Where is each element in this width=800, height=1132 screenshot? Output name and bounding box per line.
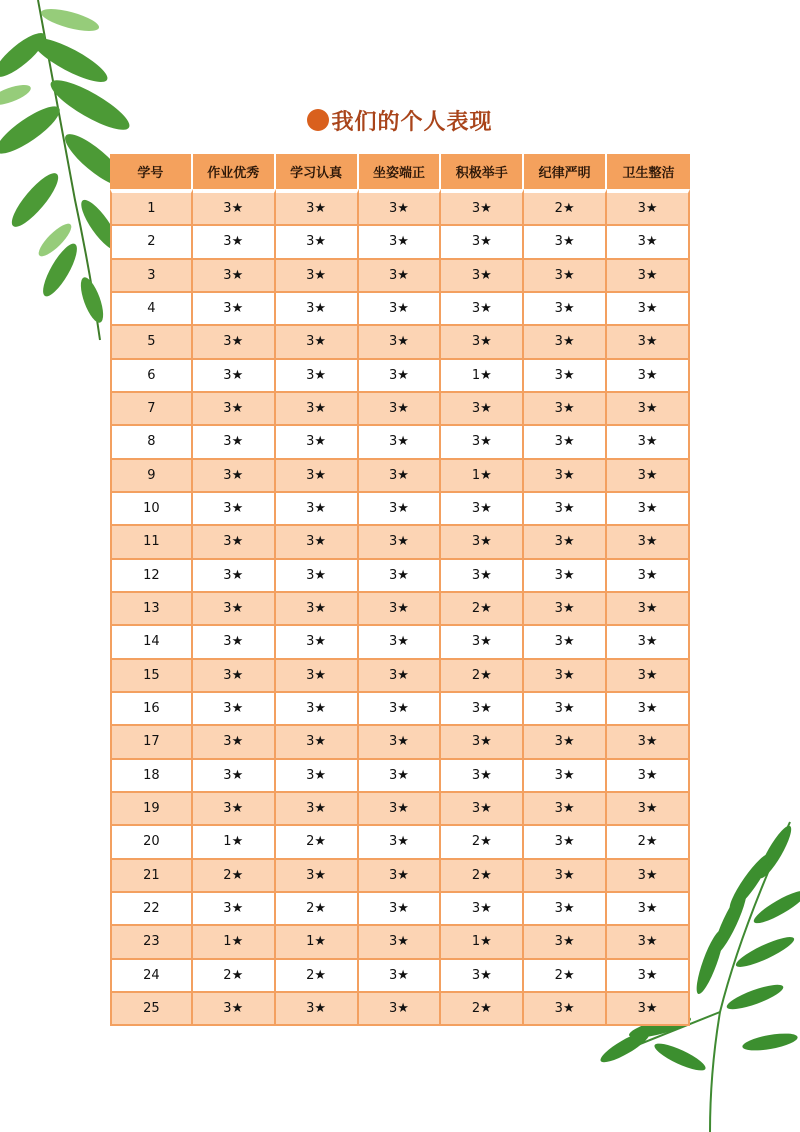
score-cell: 3★ — [607, 626, 690, 659]
student-number-cell: 11 — [110, 526, 193, 559]
score-cell: 3★ — [193, 460, 276, 493]
score-cell: 3★ — [524, 560, 607, 593]
score-cell: 3★ — [276, 493, 359, 526]
score-cell: 3★ — [359, 993, 442, 1026]
score-cell: 3★ — [524, 460, 607, 493]
column-header: 学习认真 — [276, 154, 359, 189]
score-cell: 3★ — [607, 693, 690, 726]
table-row — [110, 493, 690, 526]
score-cell: 3★ — [607, 760, 690, 793]
student-number-cell: 20 — [110, 826, 193, 859]
score-cell: 3★ — [359, 760, 442, 793]
score-cell: 3★ — [441, 293, 524, 326]
student-number-cell: 10 — [110, 493, 193, 526]
score-table — [110, 154, 690, 1026]
score-cell: 3★ — [193, 393, 276, 426]
table-row — [110, 393, 690, 426]
student-number-cell: 9 — [110, 460, 193, 493]
table-row — [110, 360, 690, 393]
score-cell: 3★ — [276, 660, 359, 693]
score-cell: 3★ — [607, 293, 690, 326]
score-cell: 3★ — [276, 626, 359, 659]
score-cell: 3★ — [193, 560, 276, 593]
table-row — [110, 189, 690, 226]
score-cell: 3★ — [607, 960, 690, 993]
score-cell: 3★ — [441, 393, 524, 426]
column-header: 纪律严明 — [524, 154, 607, 189]
score-cell: 3★ — [193, 660, 276, 693]
score-cell: 2★ — [441, 660, 524, 693]
score-cell: 3★ — [607, 726, 690, 759]
score-cell: 3★ — [193, 993, 276, 1026]
score-cell: 2★ — [607, 826, 690, 859]
score-cell: 3★ — [359, 693, 442, 726]
student-number-cell: 25 — [110, 993, 193, 1026]
score-cell: 3★ — [524, 860, 607, 893]
score-cell: 3★ — [524, 293, 607, 326]
score-cell: 3★ — [193, 426, 276, 459]
column-header: 卫生整洁 — [607, 154, 690, 189]
student-number-cell: 5 — [110, 326, 193, 359]
score-cell: 3★ — [359, 560, 442, 593]
score-cell: 3★ — [193, 326, 276, 359]
score-cell: 3★ — [276, 260, 359, 293]
score-cell: 3★ — [359, 826, 442, 859]
score-cell: 3★ — [607, 993, 690, 1026]
score-cell: 2★ — [276, 893, 359, 926]
table-row — [110, 626, 690, 659]
page-title — [0, 100, 800, 140]
student-number-cell: 3 — [110, 260, 193, 293]
score-cell: 2★ — [524, 960, 607, 993]
score-cell: 3★ — [193, 189, 276, 226]
score-cell: 3★ — [441, 960, 524, 993]
score-cell: 3★ — [359, 860, 442, 893]
table-row — [110, 293, 690, 326]
score-cell: 3★ — [524, 526, 607, 559]
score-cell: 3★ — [276, 560, 359, 593]
score-cell: 3★ — [524, 726, 607, 759]
score-cell: 3★ — [359, 593, 442, 626]
score-cell: 1★ — [193, 826, 276, 859]
table-row — [110, 960, 690, 993]
table-row — [110, 426, 690, 459]
score-cell: 3★ — [276, 993, 359, 1026]
table-row — [110, 893, 690, 926]
score-cell: 3★ — [441, 793, 524, 826]
score-cell: 3★ — [193, 260, 276, 293]
score-cell: 3★ — [359, 626, 442, 659]
score-cell: 2★ — [524, 189, 607, 226]
score-cell: 3★ — [607, 593, 690, 626]
score-cell: 3★ — [607, 893, 690, 926]
score-cell: 1★ — [276, 926, 359, 959]
student-number-cell: 1 — [110, 189, 193, 226]
score-cell: 3★ — [359, 460, 442, 493]
score-cell: 3★ — [607, 226, 690, 259]
score-cell: 1★ — [441, 360, 524, 393]
table-row — [110, 226, 690, 259]
table-row — [110, 793, 690, 826]
score-cell: 3★ — [524, 660, 607, 693]
score-cell: 3★ — [193, 793, 276, 826]
student-number-cell: 6 — [110, 360, 193, 393]
table-row — [110, 760, 690, 793]
score-cell: 3★ — [607, 860, 690, 893]
score-cell: 3★ — [276, 460, 359, 493]
score-cell: 3★ — [193, 760, 276, 793]
score-cell: 3★ — [524, 826, 607, 859]
score-cell: 3★ — [359, 189, 442, 226]
score-cell: 3★ — [441, 526, 524, 559]
score-cell: 3★ — [276, 793, 359, 826]
score-cell: 3★ — [524, 926, 607, 959]
page-title-text: 我们的个人表现 — [331, 108, 493, 135]
score-cell: 3★ — [524, 226, 607, 259]
score-cell: 3★ — [359, 393, 442, 426]
table-body — [110, 189, 690, 1026]
score-cell: 2★ — [276, 826, 359, 859]
score-cell: 3★ — [524, 493, 607, 526]
score-cell: 3★ — [607, 793, 690, 826]
score-cell: 3★ — [276, 393, 359, 426]
student-number-cell: 4 — [110, 293, 193, 326]
score-cell: 3★ — [607, 189, 690, 226]
score-cell: 3★ — [276, 226, 359, 259]
score-cell: 3★ — [441, 189, 524, 226]
score-cell: 3★ — [359, 526, 442, 559]
score-cell: 2★ — [276, 960, 359, 993]
score-cell: 3★ — [359, 893, 442, 926]
score-cell: 3★ — [524, 693, 607, 726]
score-cell: 3★ — [441, 326, 524, 359]
student-number-cell: 12 — [110, 560, 193, 593]
score-cell: 3★ — [359, 260, 442, 293]
table-row — [110, 993, 690, 1026]
score-cell: 3★ — [359, 226, 442, 259]
column-header: 积极举手 — [441, 154, 524, 189]
bullet-dot-icon — [307, 109, 329, 131]
score-cell: 3★ — [607, 526, 690, 559]
column-header: 作业优秀 — [193, 154, 276, 189]
score-cell: 3★ — [276, 360, 359, 393]
student-number-cell: 2 — [110, 226, 193, 259]
score-cell: 3★ — [524, 893, 607, 926]
score-cell: 3★ — [193, 893, 276, 926]
table-row — [110, 693, 690, 726]
score-cell: 3★ — [441, 260, 524, 293]
score-cell: 3★ — [607, 326, 690, 359]
table-row — [110, 260, 690, 293]
score-cell: 3★ — [359, 426, 442, 459]
score-cell: 3★ — [607, 426, 690, 459]
score-cell: 3★ — [441, 760, 524, 793]
score-cell: 3★ — [193, 226, 276, 259]
score-cell: 3★ — [359, 360, 442, 393]
score-cell: 3★ — [441, 626, 524, 659]
student-number-cell: 23 — [110, 926, 193, 959]
score-cell: 2★ — [441, 593, 524, 626]
score-cell: 1★ — [441, 460, 524, 493]
score-cell: 2★ — [441, 993, 524, 1026]
score-cell: 3★ — [441, 560, 524, 593]
score-cell: 3★ — [441, 426, 524, 459]
score-cell: 3★ — [441, 226, 524, 259]
score-cell: 3★ — [441, 693, 524, 726]
score-cell: 3★ — [607, 560, 690, 593]
student-number-cell: 14 — [110, 626, 193, 659]
score-cell: 3★ — [359, 726, 442, 759]
score-cell: 3★ — [524, 993, 607, 1026]
score-cell: 3★ — [193, 593, 276, 626]
student-number-cell: 18 — [110, 760, 193, 793]
student-number-cell: 13 — [110, 593, 193, 626]
student-number-cell: 17 — [110, 726, 193, 759]
score-cell: 1★ — [193, 926, 276, 959]
score-cell: 3★ — [193, 693, 276, 726]
score-cell: 3★ — [276, 593, 359, 626]
score-cell: 3★ — [524, 426, 607, 459]
student-number-cell: 21 — [110, 860, 193, 893]
table-row — [110, 526, 690, 559]
student-number-cell: 22 — [110, 893, 193, 926]
table-row — [110, 826, 690, 859]
table-row — [110, 460, 690, 493]
table-row — [110, 726, 690, 759]
score-cell: 3★ — [359, 326, 442, 359]
score-cell: 3★ — [359, 660, 442, 693]
score-cell: 3★ — [276, 326, 359, 359]
score-cell: 3★ — [441, 493, 524, 526]
score-cell: 3★ — [524, 393, 607, 426]
score-cell: 3★ — [607, 460, 690, 493]
score-cell: 3★ — [193, 360, 276, 393]
score-cell: 3★ — [524, 626, 607, 659]
table-row — [110, 860, 690, 893]
score-cell: 3★ — [276, 726, 359, 759]
score-cell: 1★ — [441, 926, 524, 959]
score-cell: 3★ — [607, 493, 690, 526]
score-cell: 3★ — [441, 893, 524, 926]
score-cell: 2★ — [441, 860, 524, 893]
score-cell: 3★ — [193, 526, 276, 559]
score-cell: 3★ — [607, 260, 690, 293]
score-cell: 3★ — [276, 189, 359, 226]
student-number-cell: 8 — [110, 426, 193, 459]
score-cell: 2★ — [193, 860, 276, 893]
score-cell: 3★ — [441, 726, 524, 759]
table-row — [110, 926, 690, 959]
score-cell: 3★ — [607, 360, 690, 393]
table-row — [110, 660, 690, 693]
score-cell: 3★ — [359, 493, 442, 526]
score-cell: 3★ — [359, 960, 442, 993]
score-cell: 3★ — [193, 626, 276, 659]
score-cell: 3★ — [524, 793, 607, 826]
score-cell: 3★ — [524, 360, 607, 393]
column-header: 坐姿端正 — [359, 154, 442, 189]
student-number-cell: 15 — [110, 660, 193, 693]
score-cell: 3★ — [193, 493, 276, 526]
score-cell: 3★ — [607, 660, 690, 693]
student-number-cell: 7 — [110, 393, 193, 426]
score-cell: 3★ — [276, 426, 359, 459]
score-cell: 3★ — [359, 793, 442, 826]
score-cell: 3★ — [276, 860, 359, 893]
score-cell: 3★ — [276, 526, 359, 559]
score-cell: 3★ — [276, 760, 359, 793]
table-row — [110, 326, 690, 359]
student-number-cell: 24 — [110, 960, 193, 993]
score-cell: 3★ — [524, 326, 607, 359]
table-header-row — [110, 154, 690, 189]
score-cell: 3★ — [193, 726, 276, 759]
score-cell: 3★ — [276, 693, 359, 726]
score-cell: 3★ — [193, 293, 276, 326]
score-cell: 3★ — [359, 926, 442, 959]
score-cell: 3★ — [607, 393, 690, 426]
score-cell: 2★ — [193, 960, 276, 993]
score-cell: 3★ — [359, 293, 442, 326]
score-cell: 3★ — [524, 760, 607, 793]
table-row — [110, 560, 690, 593]
student-number-cell: 16 — [110, 693, 193, 726]
student-number-cell: 19 — [110, 793, 193, 826]
score-cell: 3★ — [524, 260, 607, 293]
score-cell: 2★ — [441, 826, 524, 859]
column-header: 学号 — [110, 154, 193, 189]
score-cell: 3★ — [276, 293, 359, 326]
score-cell: 3★ — [524, 593, 607, 626]
table-row — [110, 593, 690, 626]
score-cell: 3★ — [607, 926, 690, 959]
